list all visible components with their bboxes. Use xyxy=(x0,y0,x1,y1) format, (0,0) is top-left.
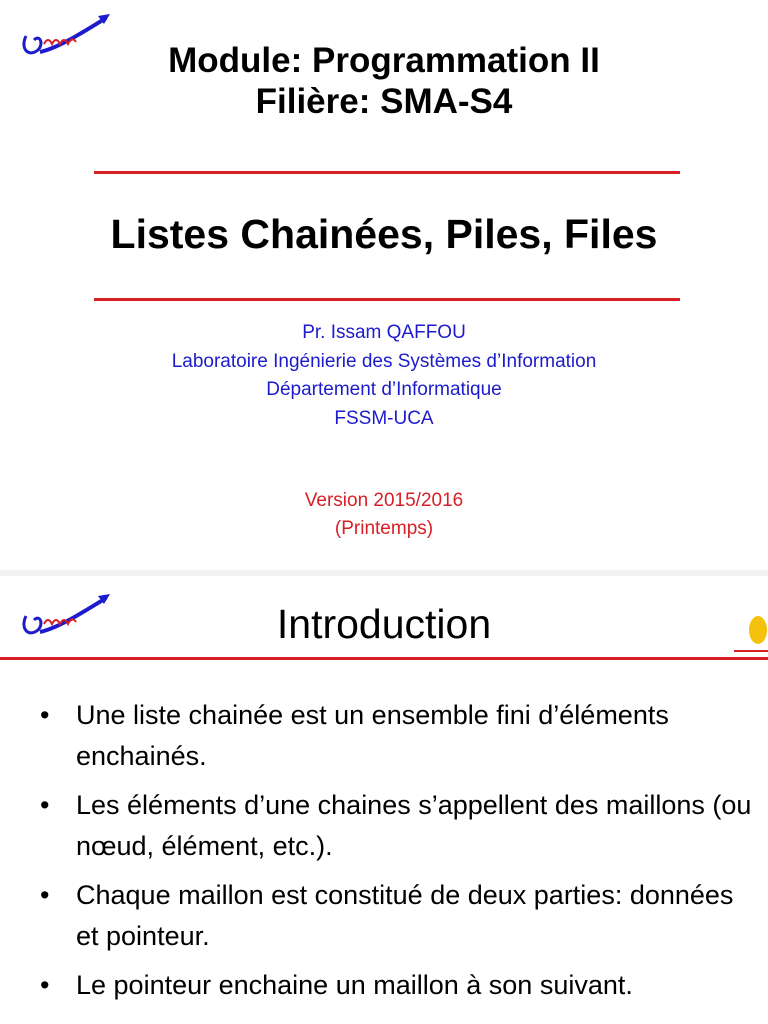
divider-bottom xyxy=(94,298,680,301)
yellow-dot-icon xyxy=(698,594,768,654)
bullet-list xyxy=(40,695,760,1014)
module-heading xyxy=(0,40,768,122)
title-underline xyxy=(0,657,768,660)
slide-title: Introduction xyxy=(276,601,492,647)
introduction-slide xyxy=(0,576,768,1024)
author-lab: Laboratoire Ingénierie des Systèmes d’Information xyxy=(171,350,597,372)
version-line: Version 2015/2016 xyxy=(304,490,464,511)
divider-top xyxy=(94,171,680,174)
bullet-item: • Les éléments d’une chaines s’appellent des maillons (ou nœud, élément, etc.). xyxy=(40,785,760,867)
bullet-item: • Chaque maillon est constitué de deux parties: données et pointeur. xyxy=(40,875,760,957)
version-block xyxy=(0,487,768,543)
slide-title: Listes Chainées, Piles, Files xyxy=(110,211,658,257)
semester-line: (Printemps) xyxy=(334,518,434,539)
bullet-item: • Le pointeur enchaine un maillon à son suivant. xyxy=(40,965,760,1006)
author-institution: FSSM-UCA xyxy=(334,407,434,429)
bullet-item: • Une liste chainée est un ensemble fini d’éléments enchainés. xyxy=(40,695,760,777)
author-block xyxy=(0,319,768,433)
module-line: Module: Programmation II xyxy=(168,41,600,80)
author-department: Département d’Informatique xyxy=(266,379,502,400)
author-name: Pr. Issam QAFFOU xyxy=(302,322,466,343)
filiere-line: Filière: SMA-S4 xyxy=(255,82,513,121)
